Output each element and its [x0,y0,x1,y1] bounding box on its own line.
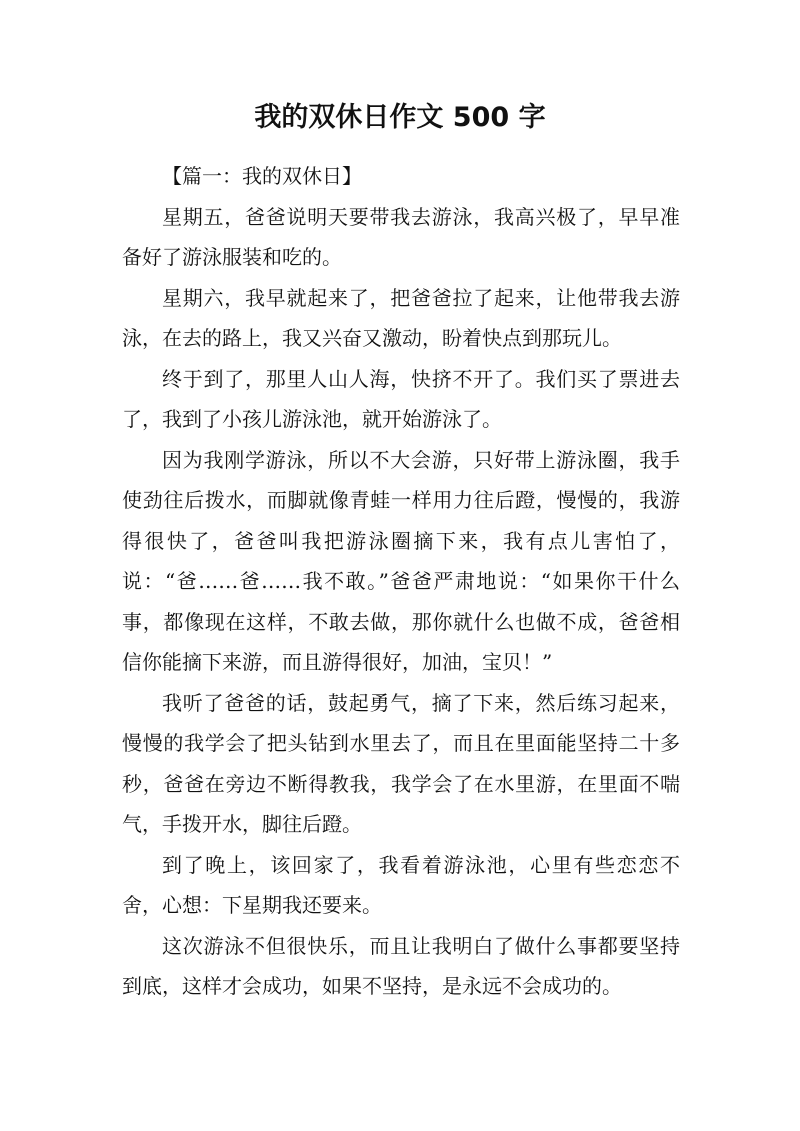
paragraph-7: 这次游泳不但很快乐，而且让我明白了做什么事都要坚持到底，这样才会成功，如果不坚持，是永远不会成功的。 [122,933,680,998]
paragraph-1: 星期五，爸爸说明天要带我去游泳，我高兴极了，早早准备好了游泳服装和吃的。 [122,204,680,269]
paragraph-4: 因为我刚学游泳，所以不大会游，只好带上游泳圈，我手使劲往后拨水，而脚就像青蛙一样用力往后蹬，慢慢的，我游得很快了，爸爸叫我把游泳圈摘下来，我有点儿害怕了，说：“爸……爸……我不敢。”爸爸严肃地说：“如果你干什么事，都像现在这样，不敢去做，那你就什么也做不成，爸爸相信你能摘下来游，而且游得很好，加油，宝贝！” [122,447,680,674]
paragraph-3: 终于到了，那里人山人海，快挤不开了。我们买了票进去了，我到了小孩儿游泳池，就开始游泳了。 [122,366,680,431]
essay-body [122,156,680,1007]
paragraph-6: 到了晚上，该回家了，我看着游泳池，心里有些恋恋不舍，心想：下星期我还要来。 [122,852,680,917]
paragraph-5: 我听了爸爸的话，鼓起勇气，摘了下来，然后练习起来，慢慢的我学会了把头钻到水里去了，而且在里面能坚持二十多秒，爸爸在旁边不断得教我，我学会了在水里游，在里面不喘气，手拨开水，脚往后蹬。 [122,690,680,836]
section-heading: 【篇一：我的双休日】 [162,164,362,188]
page-title: 我的双休日作文 500 字 [254,102,546,133]
paragraph-2: 星期六，我早就起来了，把爸爸拉了起来，让他带我去游泳，在去的路上，我又兴奋又激动，盼着快点到那玩儿。 [122,285,680,350]
